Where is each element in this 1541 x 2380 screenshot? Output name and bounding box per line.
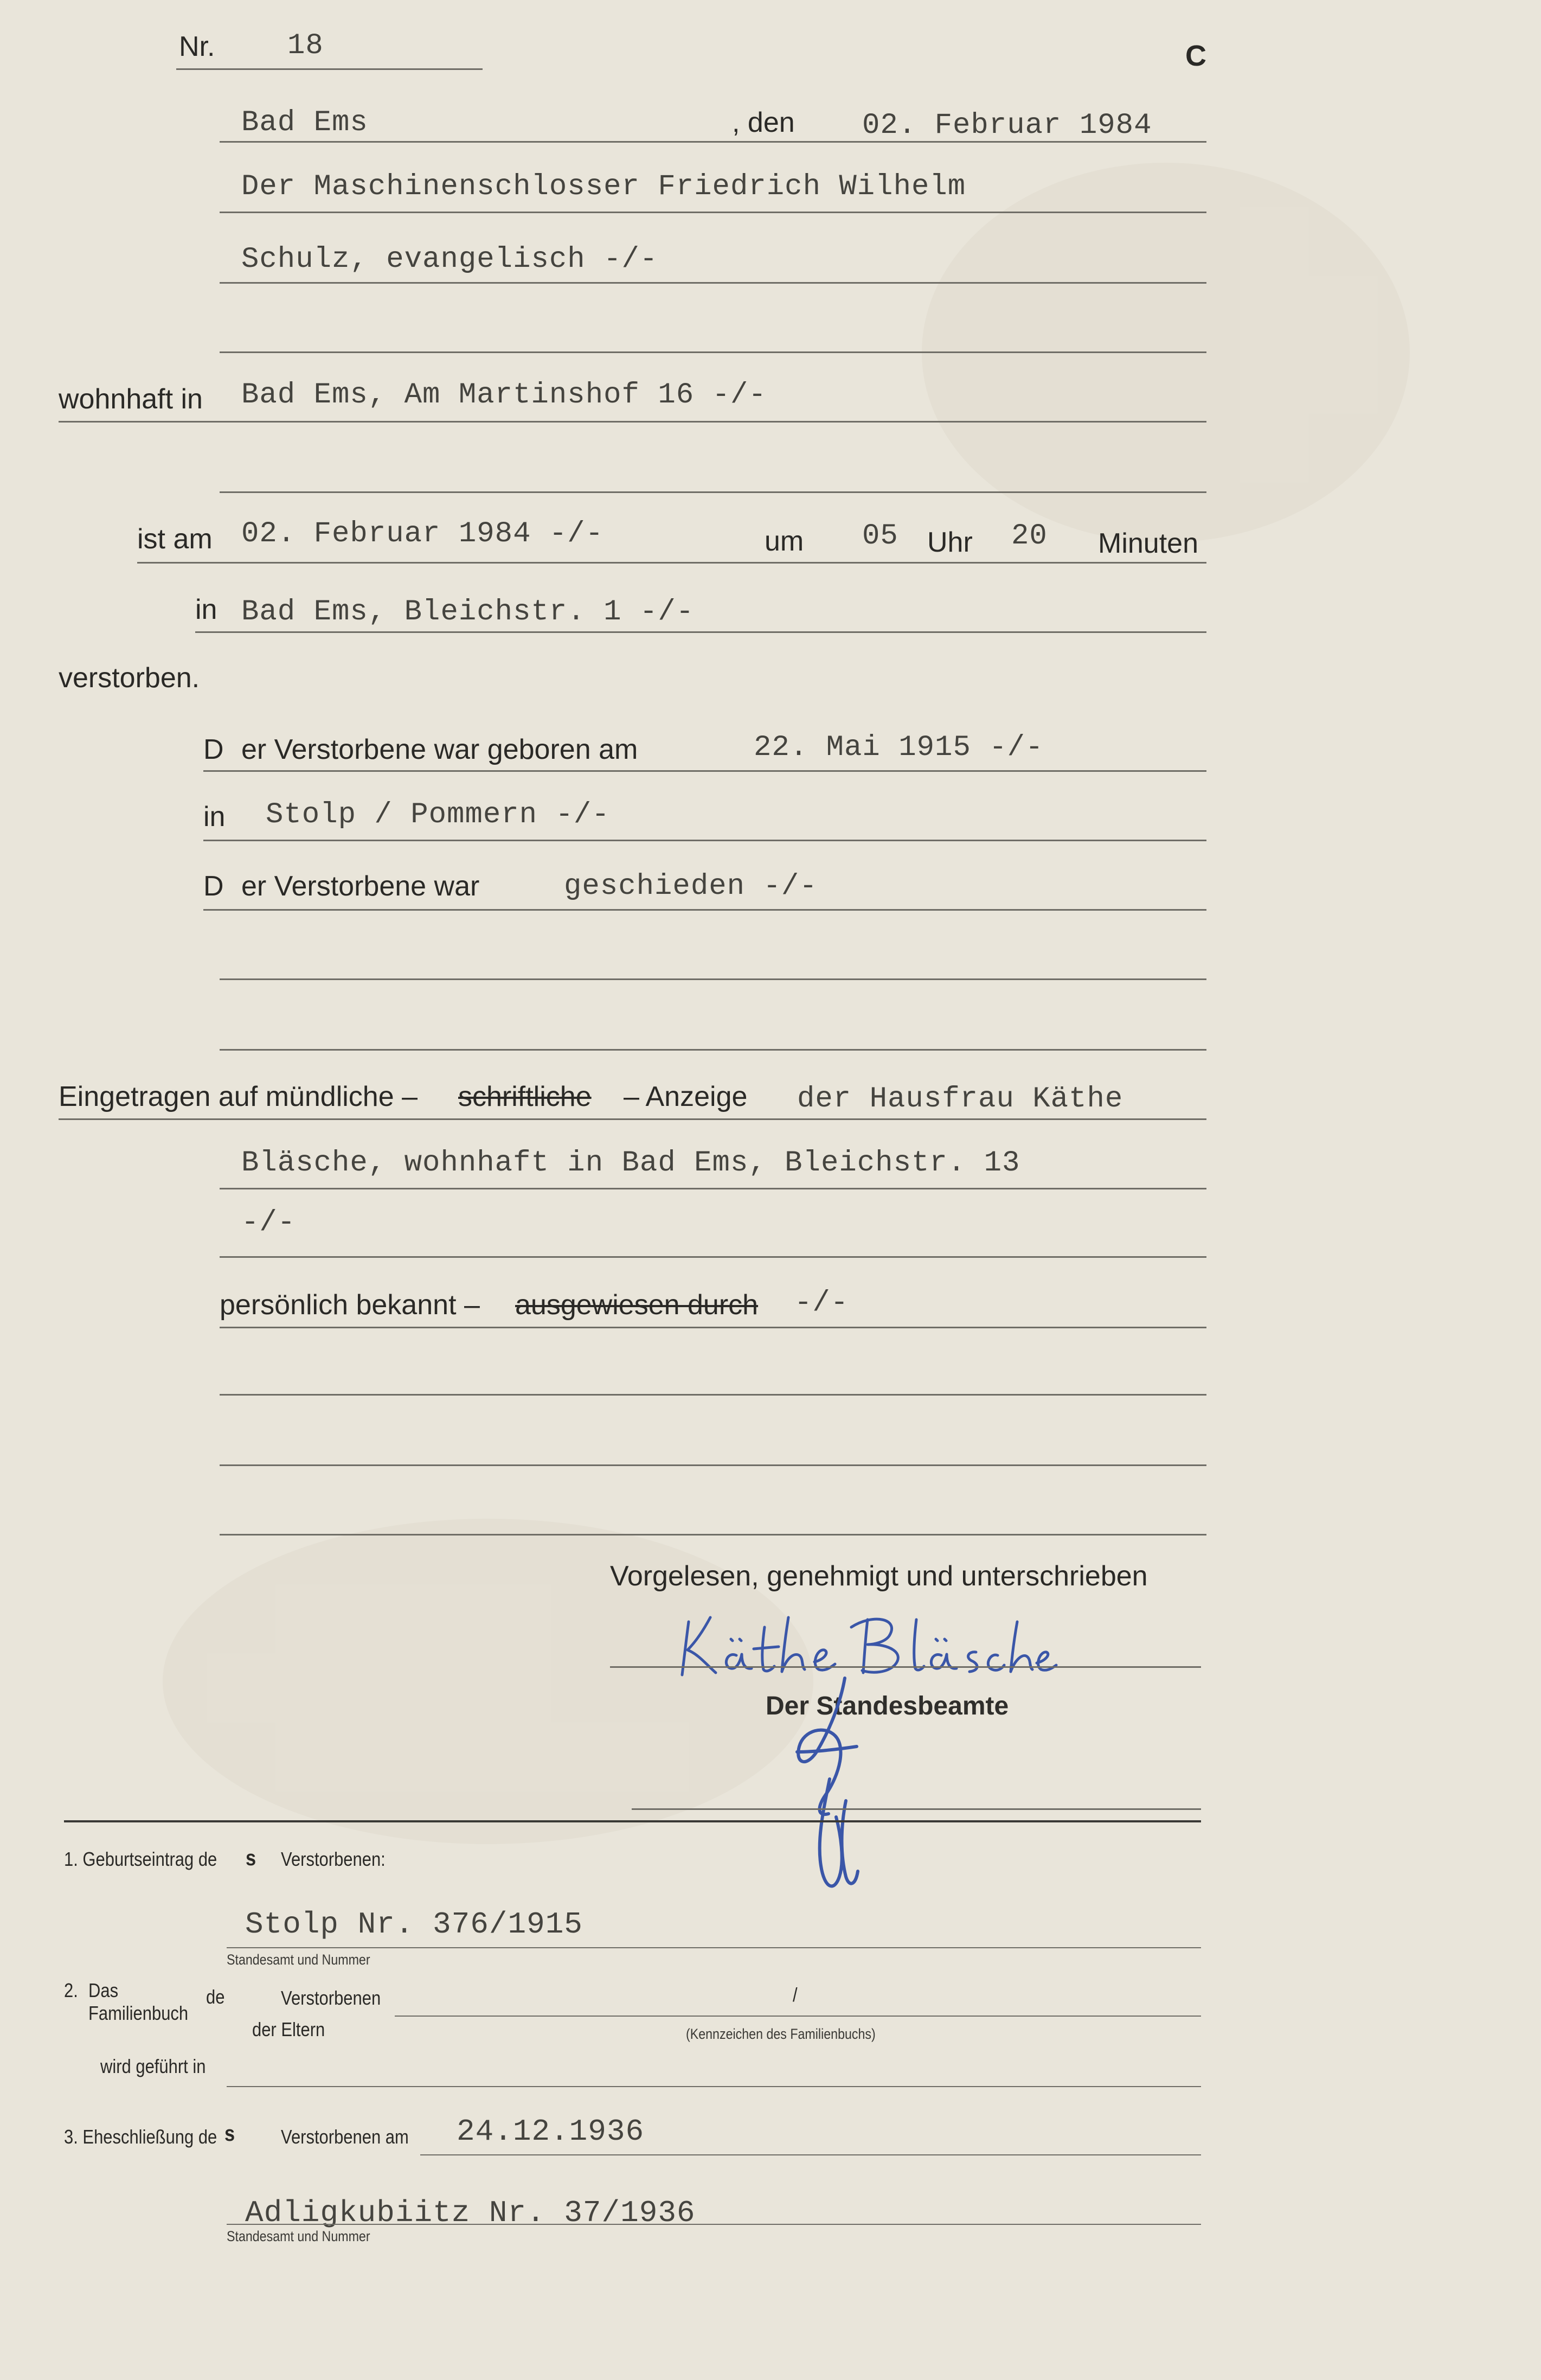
rule: [220, 1188, 1206, 1189]
registrant-line-2: Schulz, evangelisch -/-: [241, 243, 658, 276]
death-minutes: 20: [1011, 520, 1048, 553]
status-label: er Verstorbene war: [241, 871, 480, 902]
registrar-signature-line: [632, 1808, 1201, 1810]
rule: [220, 1464, 1206, 1466]
informant-signature-line: [610, 1666, 1201, 1668]
rule: [59, 1118, 1206, 1120]
entry-label-part1: Eingetragen auf mündliche –: [59, 1081, 418, 1112]
rule: [220, 282, 1206, 284]
fn1-inserted-letter: s: [246, 1846, 256, 1870]
fn1-value: Stolp Nr. 376/1915: [245, 1907, 583, 1942]
den-label: , den: [732, 107, 795, 138]
registrar-signature-icon: [765, 1671, 889, 1909]
rule: [227, 2224, 1201, 2225]
minuten-label: Minuten: [1098, 528, 1198, 559]
death-date: 02. Februar 1984 -/-: [241, 517, 604, 551]
section-divider: [64, 1820, 1201, 1822]
entry-value-line-3: -/-: [241, 1206, 296, 1239]
fn2-slash: /: [793, 1984, 798, 2006]
rule: [220, 141, 1206, 143]
ist-am-label: ist am: [137, 523, 213, 555]
birth-label: er Verstorbene war geboren am: [241, 734, 638, 765]
rule: [176, 68, 483, 70]
rule: [220, 1394, 1206, 1396]
birth-place: Stolp / Pommern -/-: [266, 798, 610, 831]
entry-label-struck: schriftliche: [458, 1081, 592, 1112]
rule: [220, 351, 1206, 353]
death-in-label: in: [195, 594, 217, 625]
entry-value-line-1: der Hausfrau Käthe: [797, 1083, 1123, 1116]
fn1-label-part1: 1. Geburtseintrag de: [64, 1848, 217, 1870]
rule: [59, 421, 1206, 423]
registry-date: 02. Februar 1984: [862, 109, 1152, 142]
fn1-label-part2: Verstorbenen:: [281, 1848, 386, 1870]
fn3-caption: Standesamt und Nummer: [227, 2228, 370, 2244]
registrar-label: Der Standesbeamte: [766, 1692, 1009, 1720]
rule: [220, 212, 1206, 213]
fn3-label-part1: 3. Eheschließung de: [64, 2126, 217, 2148]
fn2-gefuehrt-label: wird geführt in: [100, 2055, 206, 2077]
rule: [220, 491, 1206, 493]
status-prefix: D: [203, 871, 224, 902]
rule: [395, 2016, 1201, 2017]
fn3-inserted-letter: s: [224, 2122, 235, 2146]
death-hour: 05: [862, 520, 898, 553]
nr-label: Nr.: [179, 31, 215, 62]
rule: [227, 1947, 1201, 1948]
record-number: 18: [287, 29, 324, 62]
birth-in-label: in: [203, 801, 226, 833]
fn2-verstorbenen: Verstorbenen: [281, 1987, 381, 2009]
fn1-caption: Standesamt und Nummer: [227, 1952, 370, 1968]
rule: [220, 1327, 1206, 1328]
read-approved-text: Vorgelesen, genehmigt und unterschrieben: [610, 1560, 1148, 1592]
rule: [203, 770, 1206, 772]
um-label: um: [765, 526, 804, 557]
fn3-label-part2: Verstorbenen am: [281, 2126, 409, 2148]
fn2-das: Das: [88, 1979, 119, 2001]
fn3-date: 24.12.1936: [457, 2114, 645, 2149]
fn2-kennzeichen: (Kennzeichen des Familienbuchs): [686, 2026, 876, 2042]
fn2-eltern: der Eltern: [252, 2018, 325, 2040]
fn2-familienbuch: Familienbuch: [88, 2002, 189, 2024]
fn2-de: de: [206, 1986, 225, 2008]
rule: [220, 1534, 1206, 1536]
rule: [195, 631, 1206, 633]
status-value: geschieden -/-: [564, 870, 818, 903]
uhr-label: Uhr: [927, 527, 973, 558]
rule: [220, 978, 1206, 980]
identification-label-part1: persönlich bekannt –: [220, 1289, 480, 1321]
birth-date: 22. Mai 1915 -/-: [754, 731, 1044, 764]
registrant-line-1: Der Maschinenschlosser Friedrich Wilhelm: [241, 170, 966, 203]
rule: [220, 1049, 1206, 1051]
fn2-number: 2.: [64, 1979, 78, 2001]
rule: [420, 2154, 1201, 2155]
death-place: Bad Ems, Bleichstr. 1 -/-: [241, 596, 695, 629]
verstorben-label: verstorben.: [59, 662, 200, 694]
birth-prefix: D: [203, 734, 224, 765]
rule: [203, 909, 1206, 911]
residence-value: Bad Ems, Am Martinshof 16 -/-: [241, 379, 767, 412]
registry-place: Bad Ems: [241, 106, 368, 139]
identification-label-struck: ausgewiesen durch: [515, 1289, 759, 1321]
corner-letter: C: [1185, 40, 1206, 72]
rule: [137, 562, 1206, 564]
rule: [203, 840, 1206, 841]
residence-label: wohnhaft in: [59, 383, 203, 415]
entry-value-line-2: Bläsche, wohnhaft in Bad Ems, Bleichstr. 13: [241, 1147, 1020, 1180]
rule: [227, 2086, 1201, 2087]
entry-label-part2: – Anzeige: [624, 1081, 748, 1112]
identification-value: -/-: [794, 1287, 849, 1320]
rule: [220, 1256, 1206, 1258]
fn3-value: Adligkubiitz Nr. 37/1936: [245, 2196, 696, 2230]
